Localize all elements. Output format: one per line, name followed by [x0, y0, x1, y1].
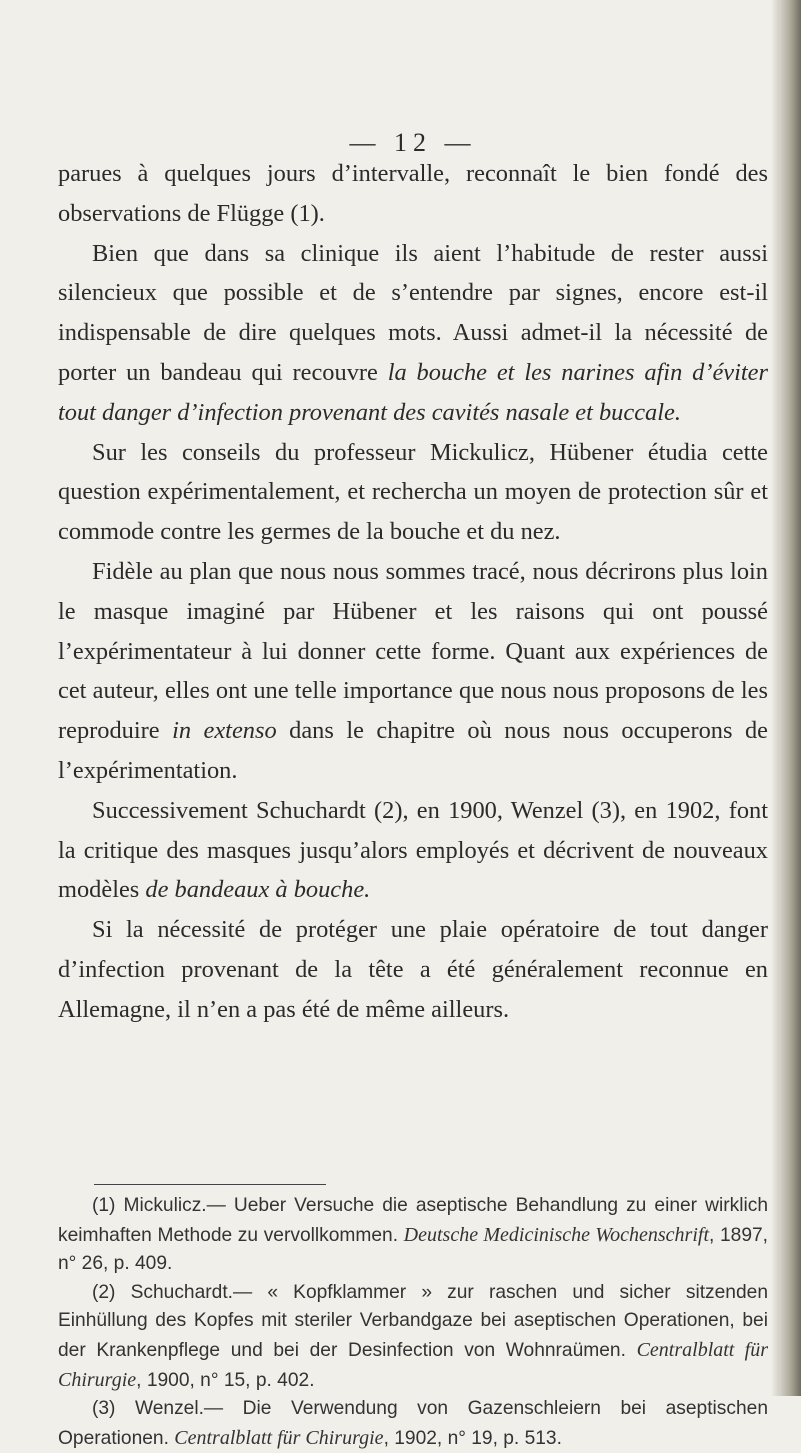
paragraph-2-italic: la bouche et les narines afin d’éviter tout danger d’infection provenant des cavités nasale et buccale.: [58, 358, 768, 426]
paragraph-1: [58, 154, 768, 234]
footnote-2: [58, 1279, 768, 1395]
paragraph-6-text: Si la nécessité de protéger une plaie opératoire de tout danger d’infection provenant de la tête a été généralement reconnue en Allemagne, il n’en a pas été de même ailleurs.: [58, 916, 768, 1023]
page-shadow: [771, 0, 779, 1396]
footnote-3-journal: Centralblatt für Chirurgie: [174, 1426, 384, 1449]
paragraph-3: [58, 433, 768, 552]
page-number: — 12 —: [349, 128, 477, 157]
paragraph-2-text: Bien que dans sa clinique ils aient l’habitude de rester aussi silencieux que possible et de s’entendre par signes, encore est-il indispensable de dire quelques mots. Aussi admet-il la nécessité de porter un bandeau qui recouvre: [58, 239, 768, 386]
footnote-1-text: (1) Mickulicz.— Ueber Versuche die aseptische Behandlung zu einer wirklich keimhaften Methode zu vervollkommen.: [58, 1195, 768, 1246]
footnote-1-journal: Deutsche Medicinische Wochenschrift: [403, 1223, 710, 1246]
footnote-1-ref: , 1897, n° 26, p. 409.: [58, 1224, 768, 1275]
footnote-2-ref: , 1900, n° 15, p. 402.: [136, 1369, 315, 1391]
footnote-3-ref: , 1902, n° 19, p. 513.: [383, 1427, 562, 1449]
footnote-3-text: (3) Wenzel.— Die Verwendung von Gazenschleiern bei aseptischen Operationen.: [58, 1398, 768, 1449]
paragraph-6: [58, 910, 768, 1029]
footnote-3: [58, 1395, 768, 1453]
paragraph-5-italic: de bandeaux à bouche.: [145, 876, 371, 904]
paragraph-5: [58, 791, 768, 910]
paragraph-5-text: Successivement Schuchardt (2), en 1900, Wenzel (3), en 1902, font la critique des masques jusqu’alors employés et décrivent de nouveaux modèles: [58, 796, 768, 904]
paragraph-4-text-end: dans le chapitre où nous nous occuperons de l’expérimentation.: [58, 717, 768, 784]
footnote-2-text: (2) Schuchardt.— « Kopfklammer » zur raschen und sicher sitzenden Einhüllung des Kopfes mit steriler Verbandgaze bei aseptischen Operationen, bei der Krankenpflege und bei der Desinfection von Wohnraümen.: [58, 1281, 768, 1361]
paragraph-4-text: Fidèle au plan que nous nous sommes tracé, nous décrirons plus loin le masque imaginé par Hübener et les raisons qui ont poussé l’expérimentateur à lui donner cette forme. Quant aux expériences de cet auteur, elles ont une telle importance que nous nous proposons de les reproduire: [58, 557, 768, 745]
paragraph-3-text: Sur les conseils du professeur Mickulicz, Hübener étudia cette question expérimentalement, et rechercha un moyen de protection sûr et commode contre les germes de la bouche et du nez.: [58, 438, 768, 546]
paragraph-2: [58, 234, 768, 433]
paragraph-1-text: parues à quelques jours d’intervalle, reconnaît le bien fondé des observations de Flügge (1).: [58, 160, 768, 227]
page-edge: [779, 0, 801, 1396]
main-text: [58, 154, 768, 1030]
footnote-1: [58, 1192, 768, 1279]
footnote-2-journal: Centralblatt für Chirurgie: [58, 1338, 769, 1391]
footnotes: [58, 1192, 768, 1453]
footnote-divider: [94, 1184, 326, 1185]
paragraph-4: [58, 552, 768, 791]
paragraph-4-italic: in extenso: [172, 717, 277, 745]
